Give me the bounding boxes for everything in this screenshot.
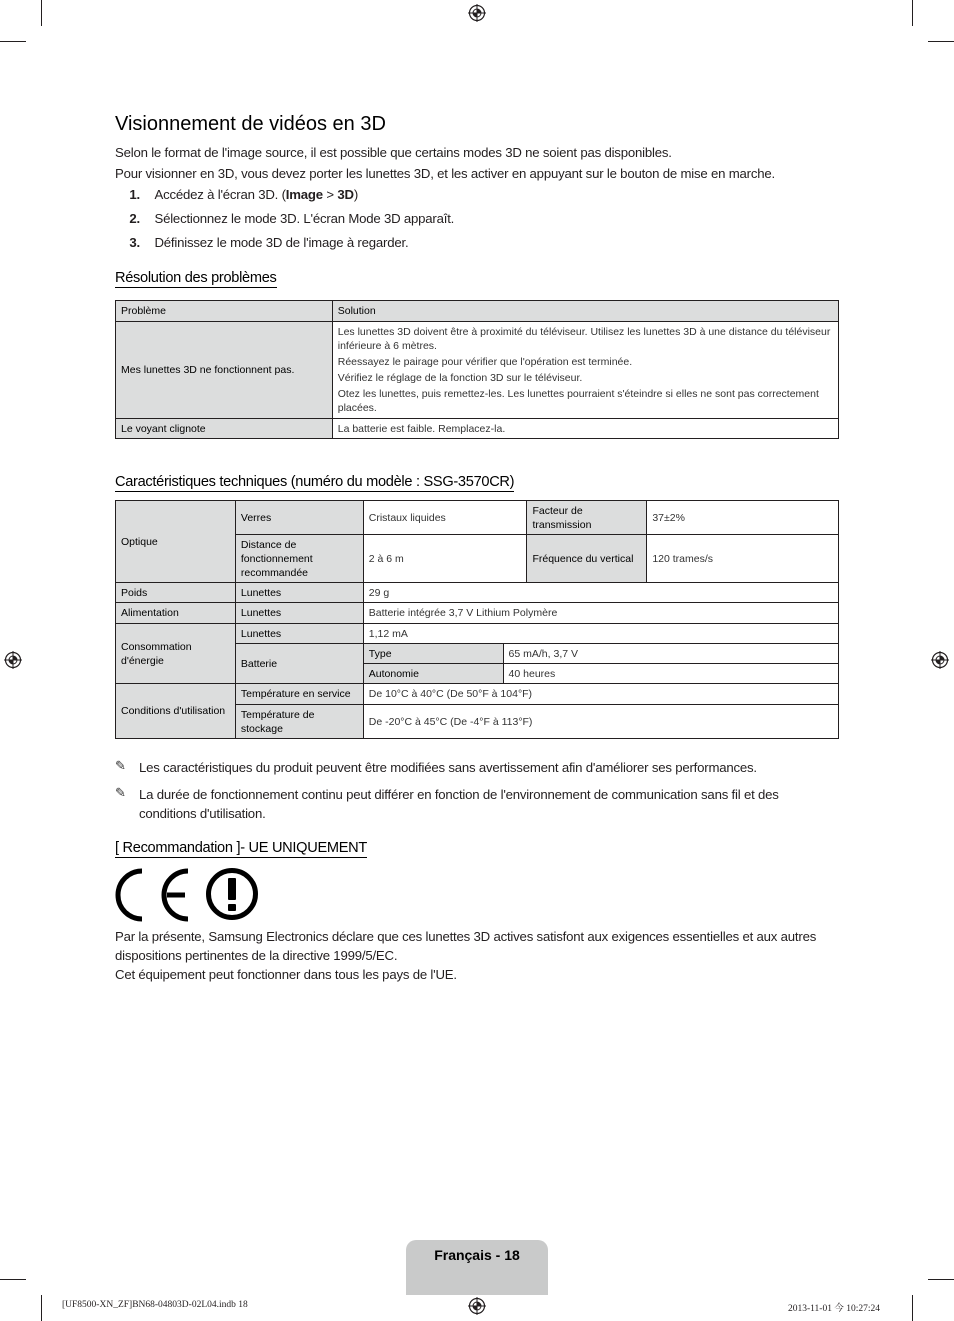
spec-category: Poids [116, 583, 236, 603]
note-item [115, 758, 845, 778]
spec-label: Facteur de transmission [527, 501, 647, 535]
solution-line: Réessayez le pairage pour vérifier que l'opération est terminée. [337, 356, 633, 368]
specs-heading: Caractéristiques techniques (numéro du modèle : SSG-3570CR) [115, 474, 515, 490]
spec-label: Lunettes [235, 603, 363, 624]
note-text: Les caractéristiques du produit peuvent être modifiées sans avertissement afin d'améliorer ses performances. [139, 760, 757, 775]
table-header-solution: Solution [332, 301, 838, 322]
print-slug-left: [UF8500-XN_ZF]BN68-04803D-02L04.indb 18 [62, 1300, 248, 1310]
troubleshoot-table [115, 300, 839, 439]
step-text: > [322, 187, 338, 202]
note-text: La durée de fonctionnement continu peut différer en fonction de l'environnement de communication sans fil et des conditions d'utilisation. [139, 787, 779, 821]
registration-mark-icon [931, 651, 949, 669]
spec-label: Température en service [235, 684, 363, 705]
recommend-heading: [ Recommandation ]- UE UNIQUEMENT [115, 840, 368, 856]
spec-value: 1,12 mA [363, 624, 838, 644]
page-title: Visionnement de vidéos en 3D [115, 113, 386, 135]
spec-value: Cristaux liquides [363, 501, 527, 535]
step-number: 1. [129, 187, 140, 202]
crop-mark [912, 1295, 913, 1321]
step-text: ) [353, 187, 359, 202]
crop-mark [41, 0, 42, 26]
problem-cell: Le voyant clignote [116, 419, 333, 439]
registration-mark-icon [468, 4, 486, 22]
registration-mark-icon [4, 651, 22, 669]
spec-value: 65 mA/h, 3,7 V [503, 644, 838, 664]
spec-label: Lunettes [235, 583, 363, 603]
note-item [115, 785, 845, 825]
problem-cell: Mes lunettes 3D ne fonctionnent pas. [116, 322, 333, 419]
crop-mark [928, 1279, 954, 1280]
spec-value: 120 trames/s [647, 535, 839, 583]
spec-value: Batterie intégrée 3,7 V Lithium Polymère [363, 603, 838, 624]
crop-mark [0, 41, 26, 42]
crop-mark [41, 1295, 42, 1321]
spec-label: Distance de fonctionnement recommandée [235, 535, 363, 583]
pencil-note-icon: ✎ [115, 785, 126, 800]
step-number: 3. [129, 235, 140, 250]
step-text: Définissez le mode 3D de l'image à regarder. [154, 235, 409, 250]
registration-mark-icon [468, 1297, 486, 1315]
print-slug-right: 2013-11-01 今 10:27:24 [788, 1304, 881, 1314]
recommend-paragraph: Par la présente, Samsung Electronics déclare que ces lunettes 3D actives satisfont aux exigences essentielles et aux autres dispositions pertinentes de la directive 1999/5/EC. [115, 929, 817, 963]
solution-line: Otez les lunettes, puis remettez-les. Les lunettes pourraient s'éteindre si elles ne sont pas correctement placées. [337, 388, 819, 414]
troubleshoot-heading: Résolution des problèmes [115, 270, 277, 286]
spec-category: Optique [116, 501, 236, 583]
spec-label: Température de stockage [235, 705, 363, 739]
table-header-problem: Problème [116, 301, 333, 322]
spec-value: 2 à 6 m [363, 535, 527, 583]
alert-mark-icon [205, 867, 259, 926]
step-text: Sélectionnez le mode 3D. L'écran Mode 3D apparaît. [154, 211, 455, 226]
intro-paragraph: Pour visionner en 3D, vous devez porter les lunettes 3D, et les activer en appuyant sur le bouton de mise en marche. [115, 166, 775, 181]
spec-category: Consommation d'énergie [116, 624, 236, 684]
solution-line: Les lunettes 3D doivent être à proximité du téléviseur. Utilisez les lunettes 3D à une distance du téléviseur inférieure à 6 mètres. [337, 326, 831, 352]
specs-table [115, 500, 839, 739]
recommend-paragraph: Cet équipement peut fonctionner dans tous les pays de l'UE. [115, 967, 457, 982]
step-number: 2. [129, 211, 140, 226]
step-item [115, 235, 408, 250]
pencil-note-icon: ✎ [115, 758, 126, 773]
page-number-tab [406, 1240, 548, 1295]
step-item [115, 187, 358, 202]
spec-label: Fréquence du vertical [527, 535, 647, 583]
spec-category: Conditions d'utilisation [116, 684, 236, 739]
spec-label: Autonomie [363, 664, 503, 684]
step-item [115, 211, 454, 226]
spec-category: Alimentation [116, 603, 236, 624]
solution-cell: La batterie est faible. Remplacez-la. [332, 419, 838, 439]
spec-label: Lunettes [235, 624, 363, 644]
crop-mark [928, 41, 954, 42]
solution-cell [332, 322, 838, 419]
spec-label: Verres [235, 501, 363, 535]
spec-label: Type [363, 644, 503, 664]
spec-value: De -20°C à 45°C (De -4°F à 113°F) [363, 705, 838, 739]
step-text: Accédez à l'écran 3D. ( [154, 187, 286, 202]
crop-mark [912, 0, 913, 26]
intro-paragraph: Selon le format de l'image source, il est possible que certains modes 3D ne soient pas disponibles. [115, 145, 672, 160]
spec-value: 29 g [363, 583, 838, 603]
page-number: Français - 18 [434, 1247, 520, 1263]
crop-mark [0, 1279, 26, 1280]
spec-value: 37±2% [647, 501, 839, 535]
menu-path-3d: 3D [337, 187, 354, 202]
solution-line: Vérifiez le réglage de la fonction 3D sur le téléviseur. [337, 372, 583, 384]
menu-path-image: Image [285, 187, 323, 202]
spec-value: 40 heures [503, 664, 838, 684]
spec-value: De 10°C à 40°C (De 50°F à 104°F) [363, 684, 838, 705]
spec-label: Batterie [235, 644, 363, 684]
